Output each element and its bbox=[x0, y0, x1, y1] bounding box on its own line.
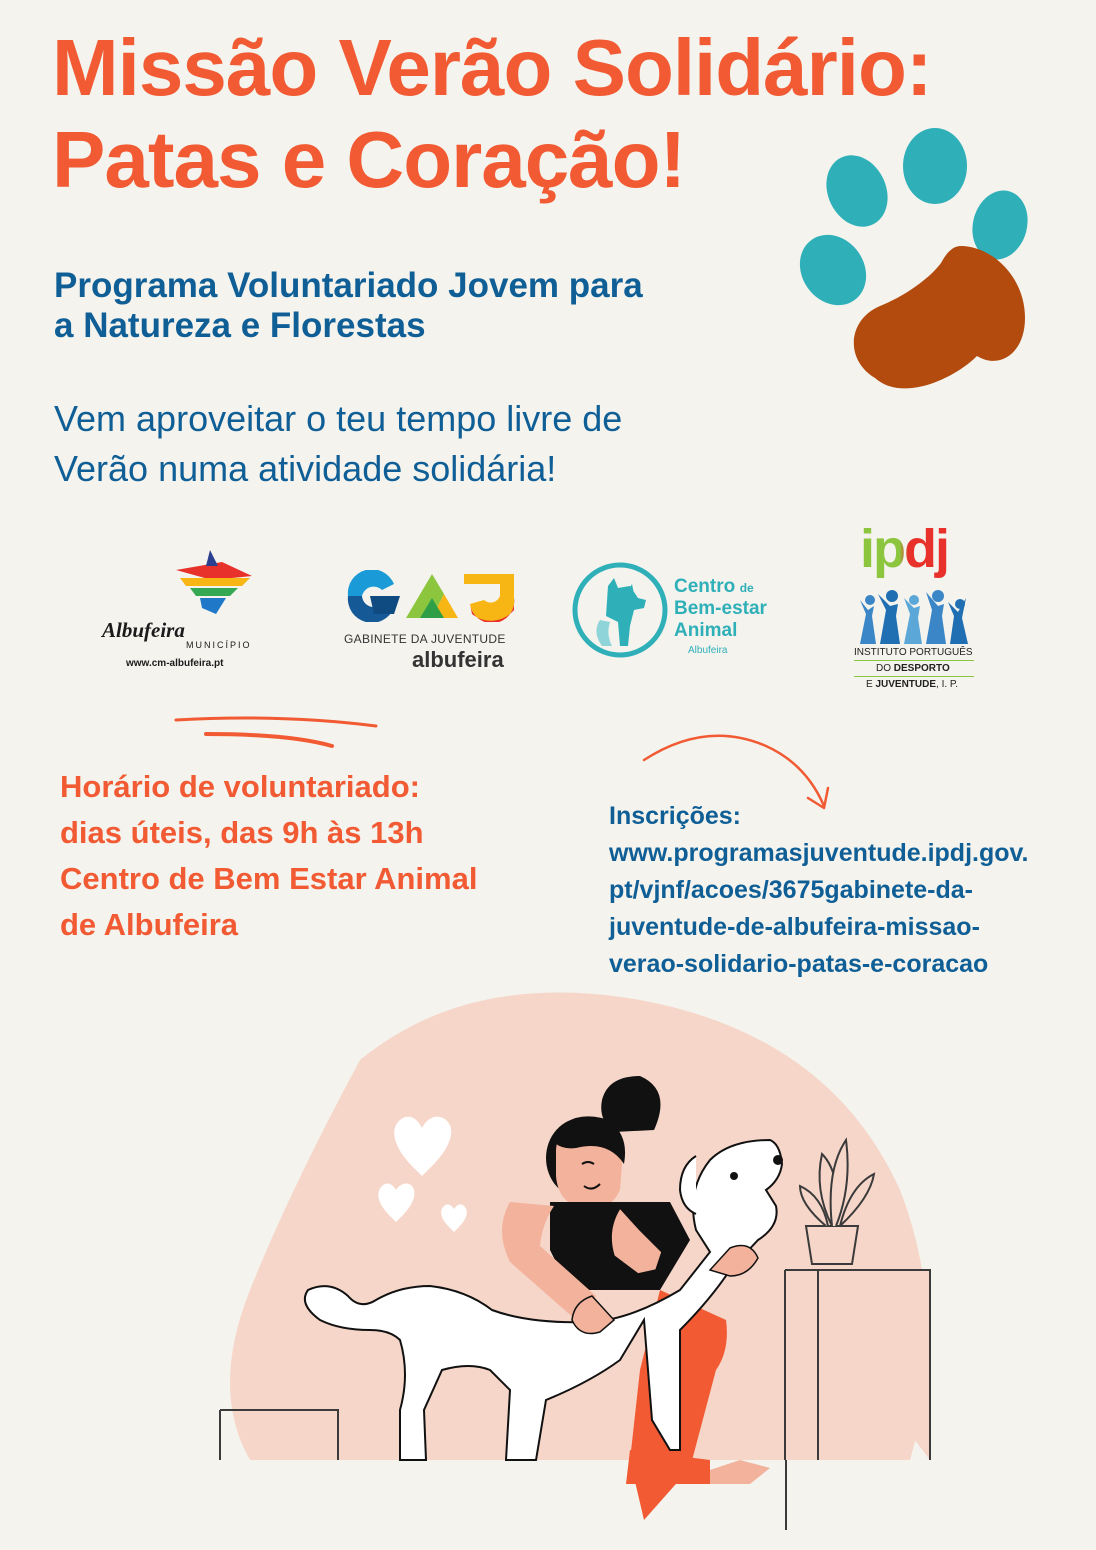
cbea-dog-cat-icon bbox=[572, 560, 670, 660]
gaj-logo bbox=[344, 570, 524, 675]
albufeira-sub: MUNICÍPIO bbox=[186, 640, 252, 650]
paw-heart-icon bbox=[795, 128, 1035, 398]
cbea-line-3: Animal bbox=[674, 620, 738, 641]
ipdj-mark: ipdj bbox=[860, 519, 948, 579]
schedule-line-4: de Albufeira bbox=[60, 907, 238, 942]
gaj-line-1: GABINETE DA JUVENTUDE bbox=[344, 632, 506, 646]
registration-block bbox=[609, 798, 1079, 983]
ipdj-people-icon bbox=[856, 586, 974, 644]
albufeira-url: www.cm-albufeira.pt bbox=[126, 658, 224, 669]
albufeira-logo bbox=[100, 548, 270, 678]
ipdj-line-2b: DESPORTO bbox=[893, 663, 950, 674]
title-line-2: Patas e Coração! bbox=[52, 115, 686, 204]
volunteer-dog-illustration bbox=[210, 990, 950, 1530]
title-line-1: Missão Verão Solidário: bbox=[52, 23, 932, 112]
program-line-1: Programa Voluntariado Jovem para bbox=[54, 266, 643, 305]
cbea-logo bbox=[572, 560, 792, 665]
schedule-line-1: Horário de voluntariado: bbox=[60, 769, 420, 804]
schedule-block bbox=[60, 764, 580, 948]
program-line-2: a Natureza e Florestas bbox=[54, 306, 426, 345]
cbea-line-1: Centro bbox=[674, 576, 736, 597]
cbea-line-1b: de bbox=[739, 581, 754, 595]
registration-url-2[interactable]: pt/vjnf/acoes/3675gabinete-da- bbox=[609, 876, 974, 904]
cbea-line-2: Bem-estar bbox=[674, 598, 767, 619]
intro-line-2: Verão numa atividade solidária! bbox=[54, 448, 557, 489]
gaj-mark-icon bbox=[344, 570, 516, 622]
registration-url-3[interactable]: juventude-de-albufeira-missao- bbox=[609, 913, 980, 941]
ipdj-line-2a: DO bbox=[876, 663, 894, 674]
cbea-line-1-wrap bbox=[674, 576, 754, 598]
registration-url-4[interactable]: verao-solidario-patas-e-coracao bbox=[609, 950, 989, 978]
cbea-line-4: Albufeira bbox=[688, 645, 728, 656]
gaj-line-2: albufeira bbox=[412, 647, 504, 672]
schedule-line-2: dias úteis, das 9h às 13h bbox=[60, 815, 424, 850]
brush-stroke-icon bbox=[170, 712, 390, 752]
program-subtitle bbox=[54, 266, 814, 346]
intro-text bbox=[54, 394, 814, 494]
albufeira-name: Albufeira bbox=[102, 618, 185, 642]
schedule-line-3: Centro de Bem Estar Animal bbox=[60, 861, 478, 896]
ipdj-line-3a: E bbox=[866, 679, 876, 690]
ipdj-logo bbox=[846, 519, 986, 696]
registration-url-1[interactable]: www.programasjuventude.ipdj.gov. bbox=[609, 839, 1029, 867]
ipdj-line-3b: JUVENTUDE bbox=[875, 679, 937, 690]
ipdj-line-1: INSTITUTO PORTUGUÊS bbox=[854, 647, 973, 658]
registration-label: Inscrições: bbox=[609, 802, 742, 830]
albufeira-star-icon bbox=[172, 548, 257, 618]
ipdj-line-2 bbox=[876, 663, 950, 674]
intro-line-1: Vem aproveitar o teu tempo livre de bbox=[54, 398, 623, 439]
ipdj-line-3 bbox=[866, 679, 958, 690]
ipdj-line-3c: , I. P. bbox=[936, 679, 959, 690]
